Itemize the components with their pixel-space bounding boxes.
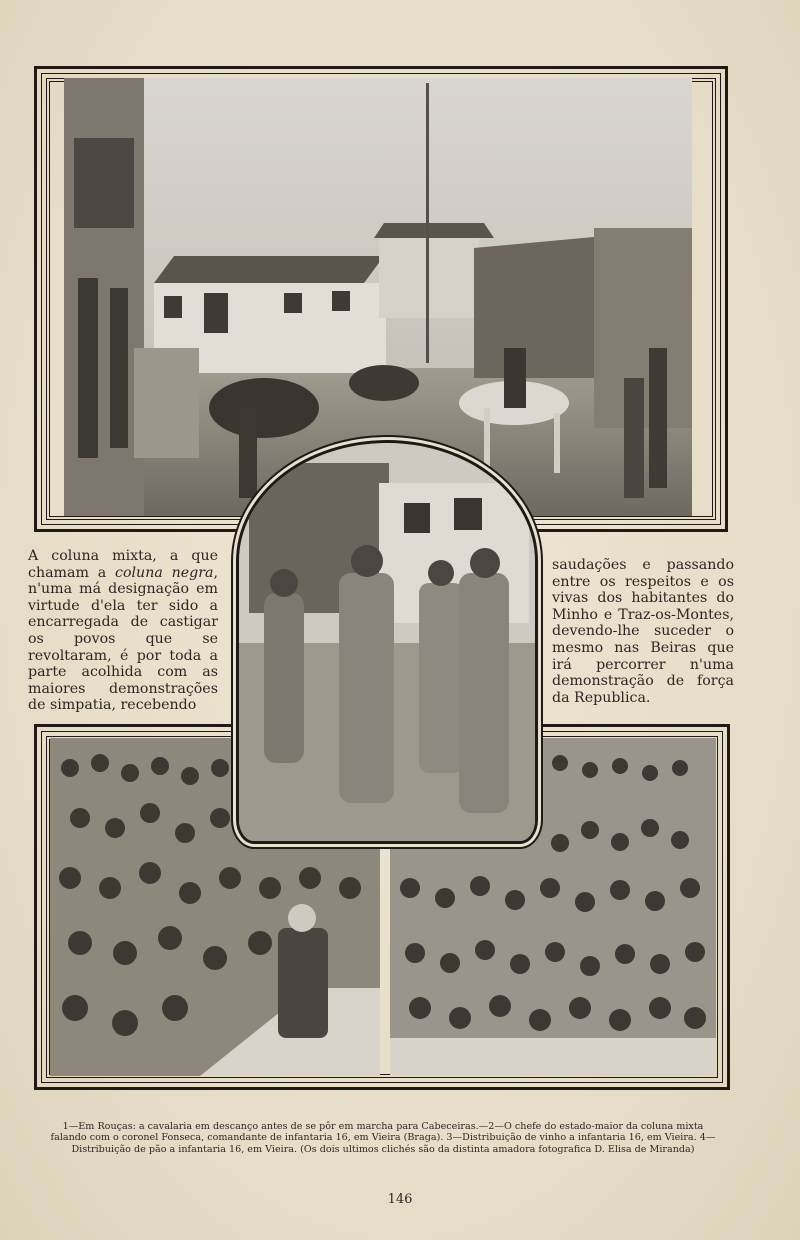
right-column-body: saudações e passando entre os respeitos e os vivas dos habitantes do Minho e Traz-os-Montes, devendo-lhe suceder o mesmo nas Beiras que irá percorrer n'uma demonstração de força da Republica.: [552, 557, 734, 706]
right-column-text: [552, 557, 734, 706]
photo-caption: 1—Em Rouças: a cavalaria em descanço antes de se pôr em marcha para Cabeceiras.—2—O chefe do estado-maior da coluna mixta falando com o coronel Fonseca, comandante de infantaria 16, em Vieira (Braga). 3—Distribuição de vinho a infantaria 16, em Vieira. 4—Distribuição de pão a infantaria 16, em Vieira. (Os dois ultimos clichés são da distinta amadora fotografica D. Elisa de Miranda): [50, 1121, 716, 1155]
page-number: 146: [387, 1192, 413, 1207]
left-column-part-1: A coluna mixta, a que chamam a: [28, 548, 218, 581]
left-column-text: [28, 548, 218, 714]
photo-officers-oval: [236, 440, 538, 844]
left-column-part-2: , n'uma má designação em virtude d'ela ter sido a encarregada de castigar os povos que se revoltaram, é por toda a parte acolhida com as maiores demonstrações de simpatia, recebendo: [28, 564, 218, 714]
left-column-emphasis: coluna negra: [115, 564, 214, 581]
